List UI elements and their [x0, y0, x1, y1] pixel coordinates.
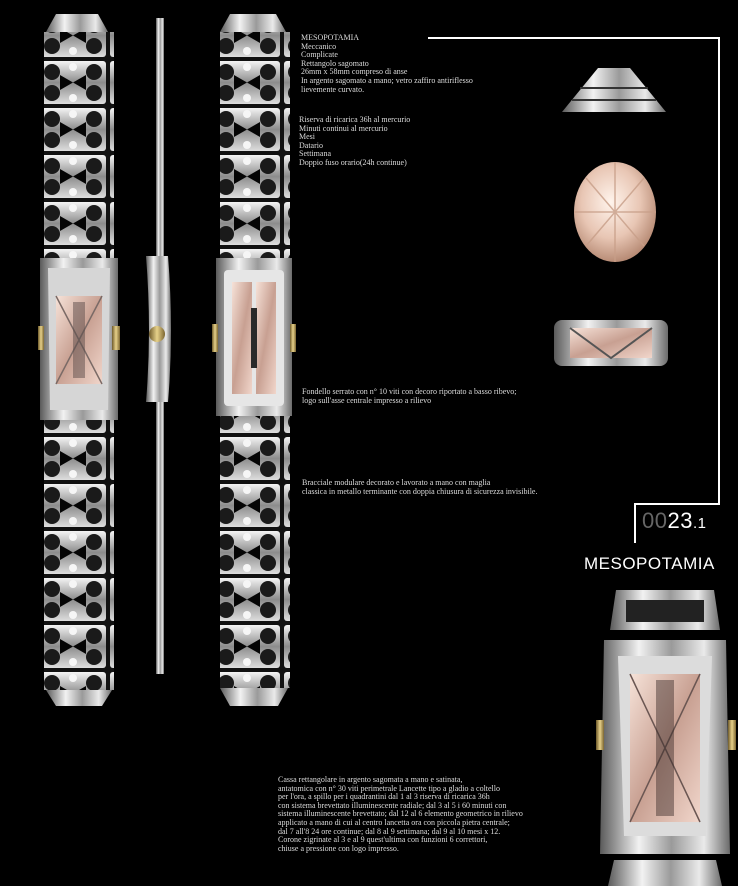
case-top-detail	[552, 318, 670, 368]
spec-line-0: MESOPOTAMIA	[301, 33, 360, 42]
functions-text-block	[299, 116, 410, 168]
case-line-3: con sistema brevettato illuminescente radiale; dal 3 al 5 i 60 minuti con	[278, 800, 507, 810]
caseback-line-0: Fondello serrato con n° 10 viti con decoro riportato a basso ribevo;	[302, 387, 517, 396]
top-end-piece-detail	[558, 66, 670, 116]
case-line-2: per l'ora, a spillo per i quadrantini dal 1 al 3 riserva di ricarica 36h	[278, 792, 490, 802]
case-line-4: sistema illuminescente brevettato; dal 12 al 6 elemento geometrico in rilievo	[278, 809, 523, 819]
watch-perspective-render	[596, 584, 738, 886]
model-code-suffix: .1	[692, 515, 707, 532]
functions-line-4: Settimana	[299, 149, 331, 159]
spec-line-3: Rettangolo sagomato	[301, 58, 369, 68]
bracelet-line-1: classica in metallo terminante con doppia chiusura di sicurezza invisibile.	[302, 486, 538, 496]
spec-line-4: 26mm x 58mm compreso di anse	[301, 67, 408, 77]
functions-line-1: Minuti continui al mercurio	[299, 123, 388, 133]
watch-side-view	[142, 16, 176, 676]
case-line-7: Corone zigrinate al 3 e al 9 quest'ultima con funzioni 6 correttori,	[278, 835, 488, 845]
case-line-8: chiuse a pressione con logo impresso.	[278, 843, 399, 853]
spec-line-5: In argento sagomato a mano; vetro zaffiro antiriflesso	[301, 75, 473, 85]
bracelet-text-block	[302, 479, 537, 496]
spec-text-block	[301, 34, 473, 94]
case-line-0: Cassa rettangolare in argento sagomata a mano e satinata,	[278, 775, 463, 784]
case-text-block	[278, 776, 523, 853]
model-code-prefix: 00	[642, 508, 668, 533]
caseback-text-block	[302, 388, 516, 405]
frame-line-left	[634, 503, 636, 543]
spec-line-2: Complicate	[301, 50, 338, 60]
case-line-5: applicato a mano di cui al centro lancetta ora con piccola pietra centrale;	[278, 817, 510, 827]
caseback-line-1: logo sull'asse centrale impresso a rilievo	[302, 395, 432, 405]
bracelet-line-0: Bracciale modulare decorato e lavorato a mano con maglia	[302, 478, 491, 487]
functions-line-3: Datario	[299, 140, 323, 150]
spec-line-6: lievemente curvato.	[301, 84, 365, 94]
model-code	[642, 508, 706, 534]
functions-line-0: Riserva di ricarica 36h al mercurio	[299, 115, 411, 124]
watch-front-view	[38, 12, 120, 708]
watch-back-view	[212, 12, 296, 708]
crown-detail	[572, 160, 658, 264]
functions-line-2: Mesi	[299, 132, 315, 142]
functions-line-5: Doppio fuso orario(24h continue)	[299, 157, 407, 167]
frame-line-bottom	[636, 503, 720, 505]
model-code-main: 23	[667, 508, 693, 533]
spec-line-1: Meccanico	[301, 41, 337, 51]
brand-title: MESOPOTAMIA	[584, 554, 715, 573]
case-line-6: dal 7 all'8 24 ore continue; dal 8 al 9 settimana; dal 9 al 10 mesi x 12.	[278, 826, 501, 836]
case-line-1: antatomica con n° 30 viti perimetrale Lancette tipo a gladio a coltello	[278, 783, 501, 793]
frame-line-top	[428, 37, 720, 39]
frame-line-right	[718, 37, 720, 505]
